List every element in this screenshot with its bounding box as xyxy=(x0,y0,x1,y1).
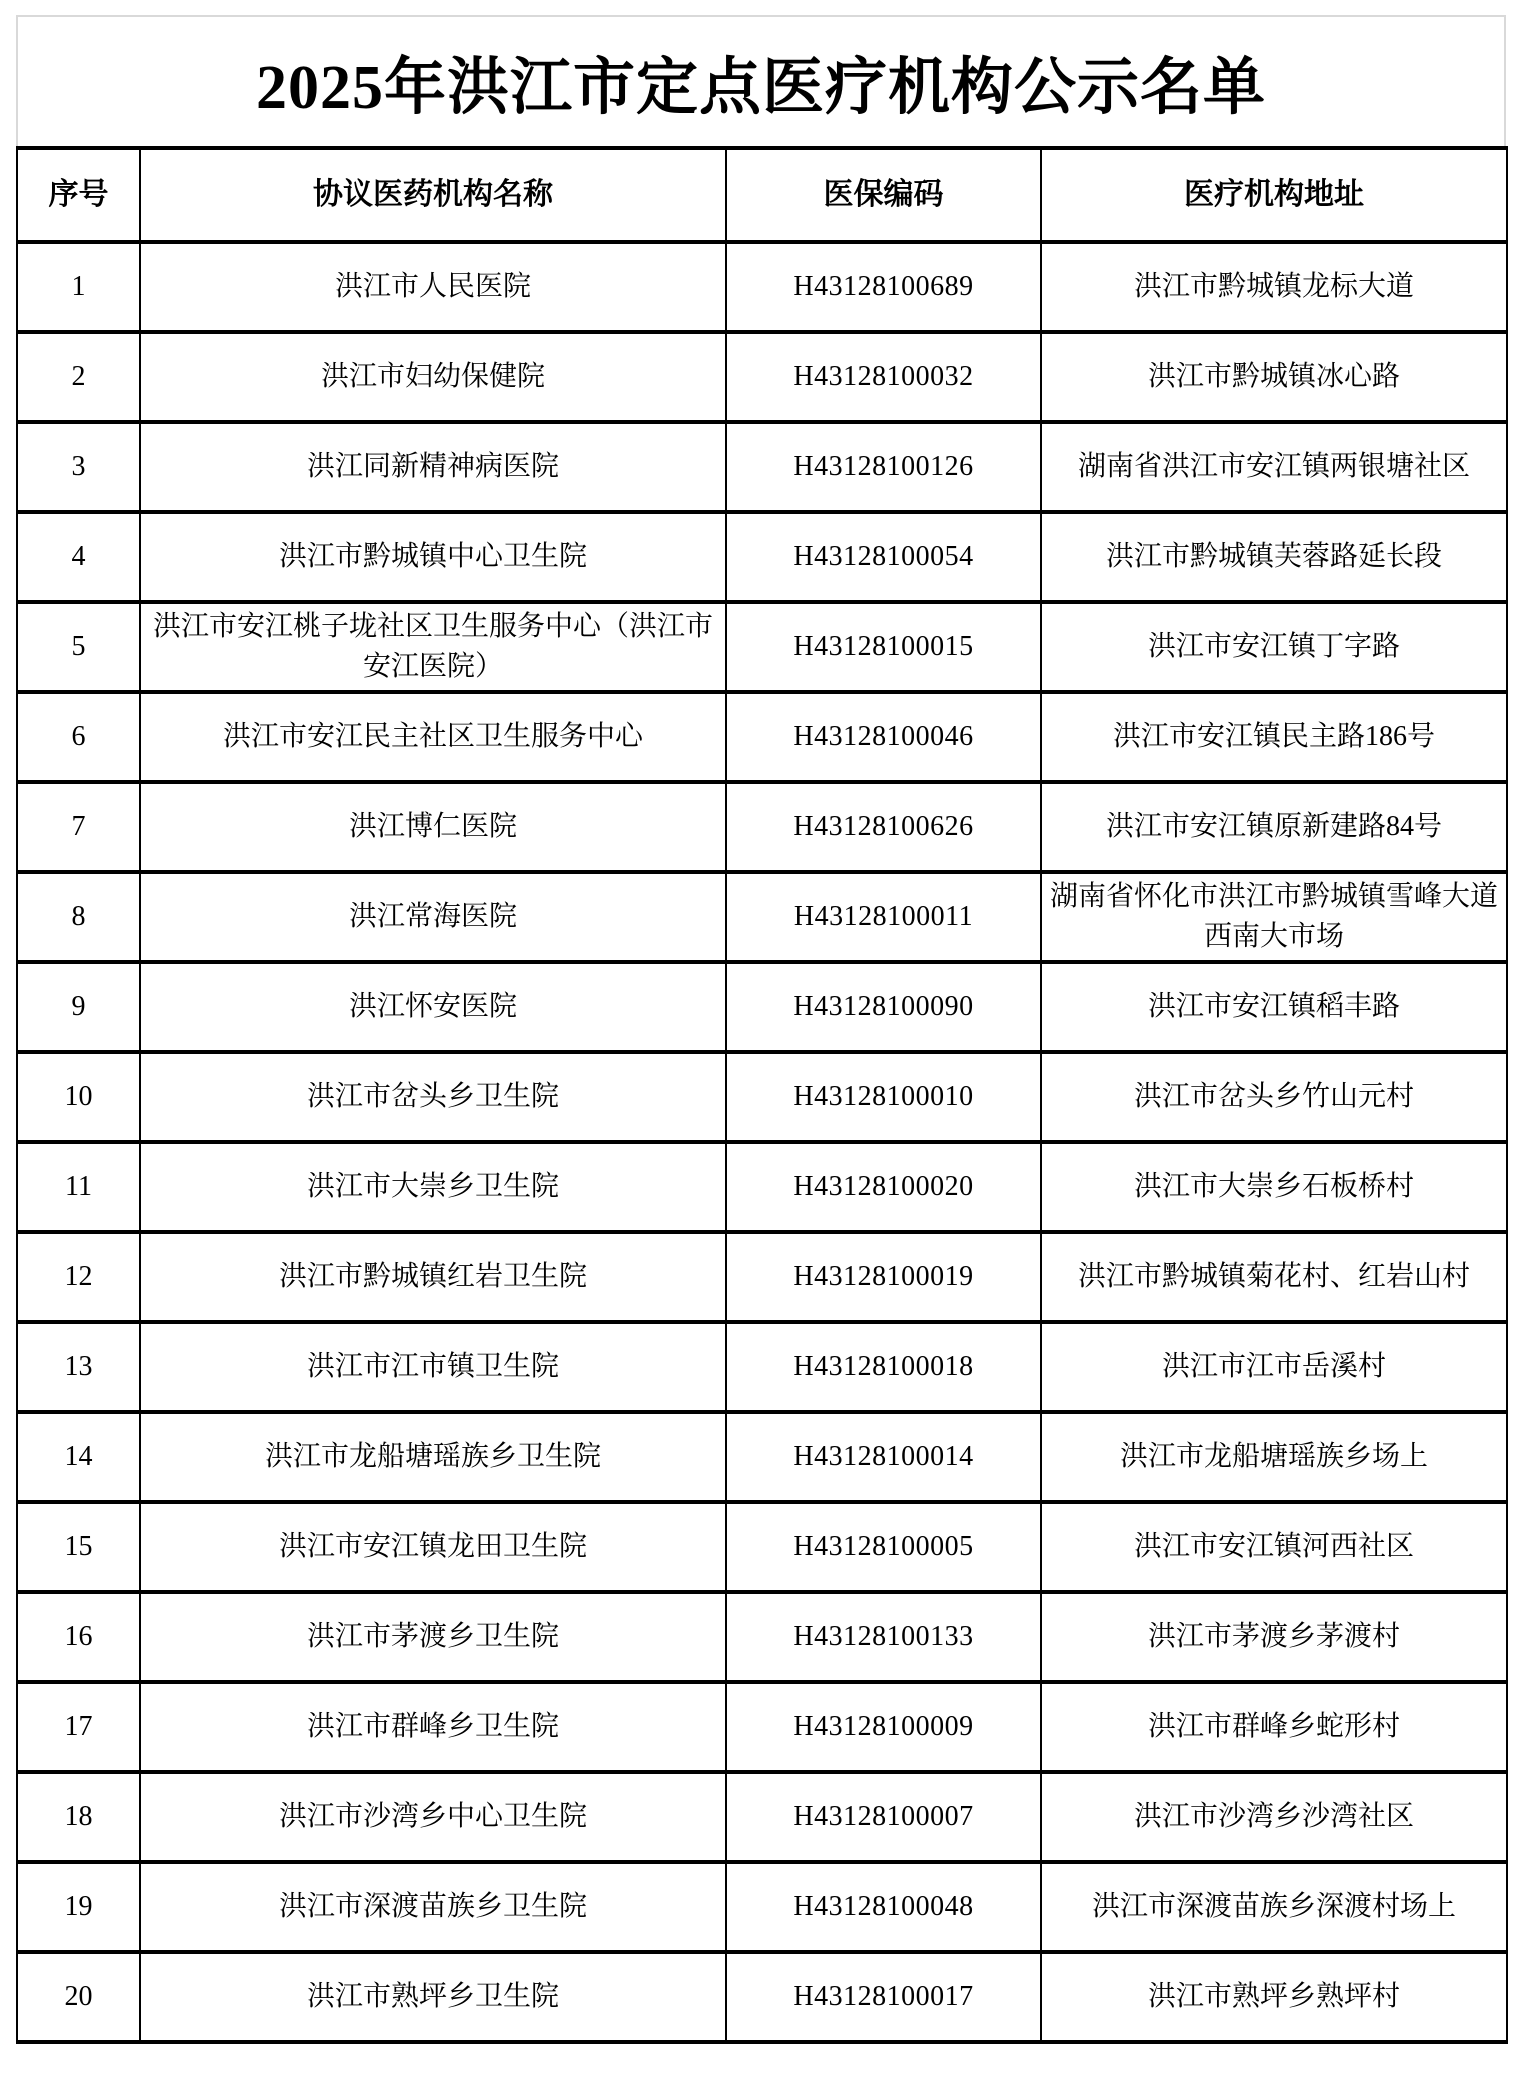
insurance-code-cell: H43128100011 xyxy=(726,872,1041,962)
insurance-code-cell: H43128100009 xyxy=(726,1682,1041,1772)
table-row xyxy=(17,1502,1507,1592)
insurance-code-cell: H43128100020 xyxy=(726,1142,1041,1232)
table-row xyxy=(17,1052,1507,1142)
page-title: 2025年洪江市定点医疗机构公示名单 xyxy=(255,54,1266,122)
institution-address-cell: 洪江市安江镇稻丰路 xyxy=(1041,962,1507,1052)
column-header-no: 序号 xyxy=(17,148,140,242)
table-row xyxy=(17,1862,1507,1952)
insurance-code-cell: H43128100014 xyxy=(726,1412,1041,1502)
insurance-code-cell: H43128100046 xyxy=(726,692,1041,782)
insurance-code-cell: H43128100015 xyxy=(726,602,1041,692)
row-number-cell: 10 xyxy=(17,1052,140,1142)
table-row xyxy=(17,1952,1507,2042)
title-block xyxy=(16,15,1506,146)
document-sheet xyxy=(16,15,1506,2044)
table-row xyxy=(17,242,1507,332)
row-number-cell: 13 xyxy=(17,1322,140,1412)
row-number-cell: 2 xyxy=(17,332,140,422)
institution-address-cell: 洪江市大崇乡石板桥村 xyxy=(1041,1142,1507,1232)
row-number-cell: 17 xyxy=(17,1682,140,1772)
column-header-address: 医疗机构地址 xyxy=(1041,148,1507,242)
table-row xyxy=(17,602,1507,692)
table-row xyxy=(17,1592,1507,1682)
institution-address-cell: 洪江市龙船塘瑶族乡场上 xyxy=(1041,1412,1507,1502)
insurance-code-cell: H43128100626 xyxy=(726,782,1041,872)
table-row xyxy=(17,782,1507,872)
insurance-code-cell: H43128100017 xyxy=(726,1952,1041,2042)
institution-address-cell: 洪江市安江镇原新建路84号 xyxy=(1041,782,1507,872)
row-number-cell: 11 xyxy=(17,1142,140,1232)
table-row xyxy=(17,962,1507,1052)
insurance-code-cell: H43128100007 xyxy=(726,1772,1041,1862)
insurance-code-cell: H43128100048 xyxy=(726,1862,1041,1952)
institution-name-cell: 洪江常海医院 xyxy=(140,872,726,962)
insurance-code-cell: H43128100018 xyxy=(726,1322,1041,1412)
insurance-code-cell: H43128100019 xyxy=(726,1232,1041,1322)
institution-address-cell: 洪江市沙湾乡沙湾社区 xyxy=(1041,1772,1507,1862)
institution-name-cell: 洪江市沙湾乡中心卫生院 xyxy=(140,1772,726,1862)
medical-institutions-table xyxy=(16,146,1508,2044)
institution-name-cell: 洪江市黔城镇红岩卫生院 xyxy=(140,1232,726,1322)
table-row xyxy=(17,422,1507,512)
table-row xyxy=(17,512,1507,602)
row-number-cell: 12 xyxy=(17,1232,140,1322)
row-number-cell: 7 xyxy=(17,782,140,872)
table-row xyxy=(17,1772,1507,1862)
institution-address-cell: 洪江市岔头乡竹山元村 xyxy=(1041,1052,1507,1142)
institution-name-cell: 洪江博仁医院 xyxy=(140,782,726,872)
table-row xyxy=(17,692,1507,782)
table-row xyxy=(17,1322,1507,1412)
institution-address-cell: 洪江市深渡苗族乡深渡村场上 xyxy=(1041,1862,1507,1952)
institution-address-cell: 洪江市黔城镇菊花村、红岩山村 xyxy=(1041,1232,1507,1322)
institution-address-cell: 洪江市江市岳溪村 xyxy=(1041,1322,1507,1412)
table-row xyxy=(17,1682,1507,1772)
row-number-cell: 3 xyxy=(17,422,140,512)
institution-address-cell: 洪江市安江镇丁字路 xyxy=(1041,602,1507,692)
institution-address-cell: 洪江市安江镇民主路186号 xyxy=(1041,692,1507,782)
insurance-code-cell: H43128100054 xyxy=(726,512,1041,602)
institution-name-cell: 洪江市江市镇卫生院 xyxy=(140,1322,726,1412)
row-number-cell: 15 xyxy=(17,1502,140,1592)
table-row xyxy=(17,1412,1507,1502)
table-row xyxy=(17,1232,1507,1322)
institution-name-cell: 洪江市深渡苗族乡卫生院 xyxy=(140,1862,726,1952)
table-row xyxy=(17,332,1507,422)
institution-address-cell: 洪江市黔城镇芙蓉路延长段 xyxy=(1041,512,1507,602)
insurance-code-cell: H43128100010 xyxy=(726,1052,1041,1142)
column-header-name: 协议医药机构名称 xyxy=(140,148,726,242)
institution-name-cell: 洪江市群峰乡卫生院 xyxy=(140,1682,726,1772)
insurance-code-cell: H43128100032 xyxy=(726,332,1041,422)
row-number-cell: 5 xyxy=(17,602,140,692)
insurance-code-cell: H43128100005 xyxy=(726,1502,1041,1592)
table-row xyxy=(17,1142,1507,1232)
row-number-cell: 18 xyxy=(17,1772,140,1862)
table-body xyxy=(17,242,1507,2042)
row-number-cell: 6 xyxy=(17,692,140,782)
institution-name-cell: 洪江市黔城镇中心卫生院 xyxy=(140,512,726,602)
table-header-row xyxy=(17,148,1507,242)
table-row xyxy=(17,872,1507,962)
row-number-cell: 20 xyxy=(17,1952,140,2042)
institution-name-cell: 洪江同新精神病医院 xyxy=(140,422,726,512)
institution-address-cell: 洪江市熟坪乡熟坪村 xyxy=(1041,1952,1507,2042)
institution-address-cell: 洪江市茅渡乡茅渡村 xyxy=(1041,1592,1507,1682)
insurance-code-cell: H43128100126 xyxy=(726,422,1041,512)
institution-address-cell: 洪江市群峰乡蛇形村 xyxy=(1041,1682,1507,1772)
row-number-cell: 4 xyxy=(17,512,140,602)
institution-name-cell: 洪江市安江民主社区卫生服务中心 xyxy=(140,692,726,782)
institution-address-cell: 湖南省洪江市安江镇两银塘社区 xyxy=(1041,422,1507,512)
institution-address-cell: 洪江市黔城镇冰心路 xyxy=(1041,332,1507,422)
row-number-cell: 8 xyxy=(17,872,140,962)
institution-name-cell: 洪江市安江桃子垅社区卫生服务中心（洪江市安江医院） xyxy=(140,602,726,692)
institution-name-cell: 洪江市安江镇龙田卫生院 xyxy=(140,1502,726,1592)
row-number-cell: 1 xyxy=(17,242,140,332)
institution-address-cell: 湖南省怀化市洪江市黔城镇雪峰大道西南大市场 xyxy=(1041,872,1507,962)
institution-name-cell: 洪江市熟坪乡卫生院 xyxy=(140,1952,726,2042)
institution-address-cell: 洪江市安江镇河西社区 xyxy=(1041,1502,1507,1592)
institution-name-cell: 洪江市妇幼保健院 xyxy=(140,332,726,422)
row-number-cell: 16 xyxy=(17,1592,140,1682)
row-number-cell: 9 xyxy=(17,962,140,1052)
row-number-cell: 19 xyxy=(17,1862,140,1952)
institution-address-cell: 洪江市黔城镇龙标大道 xyxy=(1041,242,1507,332)
institution-name-cell: 洪江市龙船塘瑶族乡卫生院 xyxy=(140,1412,726,1502)
insurance-code-cell: H43128100689 xyxy=(726,242,1041,332)
insurance-code-cell: H43128100090 xyxy=(726,962,1041,1052)
column-header-code: 医保编码 xyxy=(726,148,1041,242)
institution-name-cell: 洪江市岔头乡卫生院 xyxy=(140,1052,726,1142)
institution-name-cell: 洪江市人民医院 xyxy=(140,242,726,332)
institution-name-cell: 洪江怀安医院 xyxy=(140,962,726,1052)
institution-name-cell: 洪江市茅渡乡卫生院 xyxy=(140,1592,726,1682)
insurance-code-cell: H43128100133 xyxy=(726,1592,1041,1682)
institution-name-cell: 洪江市大崇乡卫生院 xyxy=(140,1142,726,1232)
row-number-cell: 14 xyxy=(17,1412,140,1502)
